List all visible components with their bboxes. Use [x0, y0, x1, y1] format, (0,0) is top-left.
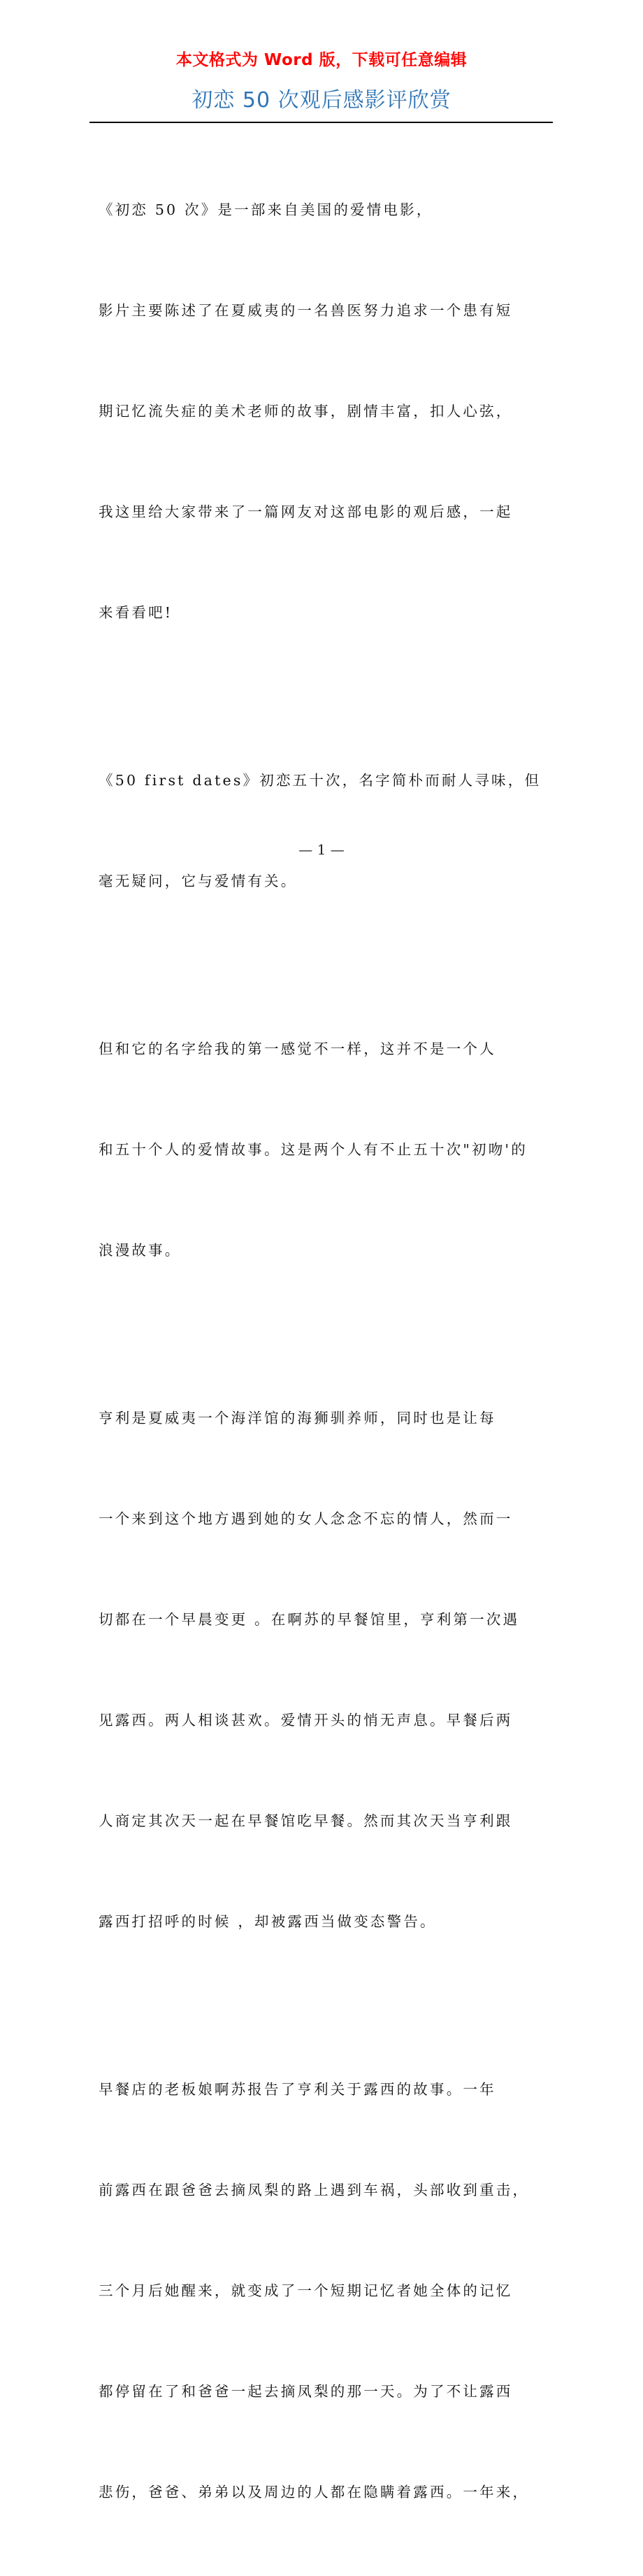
paragraph-henry [99, 1334, 553, 2005]
text-line: 都停留在了和爸爸一起去摘凤梨的那一天。为了不让露西 [99, 2383, 513, 2400]
paragraph-lucy-story [99, 2005, 553, 2576]
text-line: 一个来到这个地方遇到她的女人念念不忘的情人，然而一 [99, 1510, 513, 1527]
text-line: 浪漫故事。 [99, 1242, 182, 1259]
text-line: 我这里给大家带来了一篇网友对这部电影的观后感，一起 [99, 503, 513, 520]
paragraph-first-impression [99, 965, 553, 1334]
text-line: 见露西。两人相谈甚欢。爱情开头的悄无声息。早餐后两 [99, 1712, 513, 1729]
text-line: 毫无疑问，它与爱情有关。 [99, 873, 298, 889]
text-line: 人商定其次天一起在早餐馆吃早餐。然而其次天当亨利跟 [99, 1812, 513, 1829]
text-line: 期记忆流失症的美术老师的故事，剧情丰富，扣人心弦， [99, 403, 513, 420]
text-line: 但和它的名字给我的第一感觉不一样，这并不是一个人 [99, 1040, 496, 1057]
document-body [99, 126, 553, 2576]
paragraph-intro [99, 126, 553, 696]
text-line: 《50 first dates》初恋五十次，名字简朴而耐人寻味，但 [99, 772, 542, 789]
text-line: 悲伤，爸爸、弟弟以及周边的人都在隐瞒着露西。一年来， [99, 2484, 530, 2500]
title-divider [89, 122, 553, 123]
document-title: 初恋 50 次观后感影评欣赏 [192, 88, 451, 113]
page-number: — 1 — [298, 841, 345, 858]
text-line: 三个月后她醒来，就变成了一个短期记忆者她全体的记忆 [99, 2282, 513, 2299]
text-line: 切都在一个早晨变更 。在啊苏的早餐馆里，亨利第一次遇 [99, 1611, 520, 1628]
text-line: 亨利是夏威夷一个海洋馆的海狮驯养师，同时也是让每 [99, 1410, 496, 1426]
text-line: 来看看吧! [99, 604, 173, 621]
text-line: 前露西在跟爸爸去摘凤梨的路上遇到车祸，头部收到重击， [99, 2182, 530, 2198]
text-line: 《初恋 50 次》是一部来自美国的爱情电影， [99, 201, 433, 218]
banner-notice: 本文格式为 Word 版，下载可任意编辑 [175, 51, 468, 69]
text-line: 露西打招呼的时候 ，却被露西当做变态警告。 [99, 1913, 437, 1930]
paragraph-title-meaning [99, 696, 553, 965]
text-line: 早餐店的老板娘啊苏报告了亨利关于露西的故事。一年 [99, 2081, 496, 2098]
text-line: 和五十个人的爱情故事。这是两个人有不止五十次"初吻'的 [99, 1141, 528, 1158]
text-line: 影片主要陈述了在夏威夷的一名兽医努力追求一个患有短 [99, 302, 513, 319]
